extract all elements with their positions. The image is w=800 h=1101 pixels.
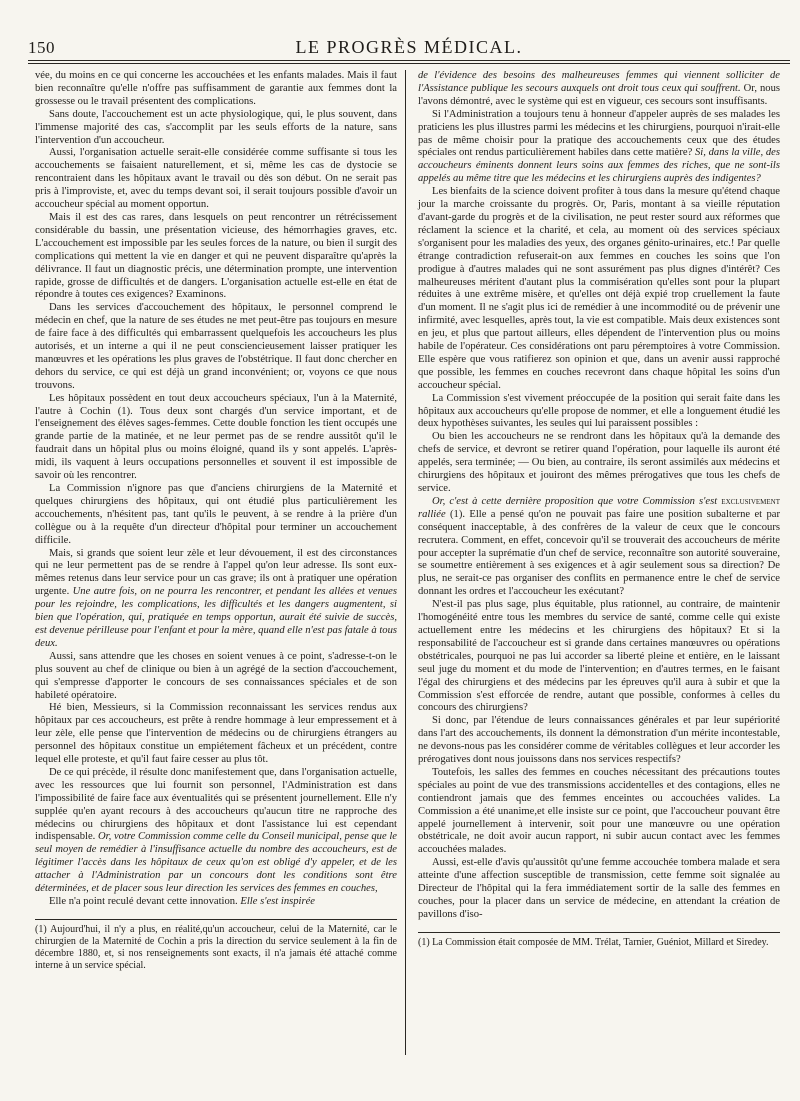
paragraph: Si l'Administration a toujours tenu à honneur d'appeler auprès de ses malades les praticiens les plus illustres parmi les médecins et les chirurgiens, pourquoi n'irait-elle pas de même choisir pour la pratique des accouchements ceux que des études spéciales ont rendus particulièrement habiles dans cette matière? Si, dans la ville, des accoucheurs éminents donnent leurs soins aux femmes des riches, que ne sont-ils appelés au même titre que les médecins et les chirurgiens auprès des indigentes?: [418, 108, 780, 185]
paragraph: Aussi, est-elle d'avis qu'aussitôt qu'une femme accouchée tombera malade et sera atteinte d'une affection susceptible de transmission, cette femme soit signalée au Directeur de l'hôpital qui la fera immédiatement sortir de la salle des femmes en couches, pour la placer dans un service de médecine, en attendant la création de pavillons d'iso-: [418, 857, 780, 920]
footnote-text: (1) La Commission était composée de MM. Trélat, Tarnier, Guéniot, Millard et Siredey.: [418, 936, 769, 948]
paragraph: de l'évidence des besoins des malheureuses femmes qui viennent solliciter de l'Assistance publique les secours auxquels ont droit tous ceux qui souffrent. Or, nous l'avons démontré, avec le système qui est en vigueur, ces secours sont insuffisants.: [418, 70, 780, 107]
journal-title: LE PROGRÈS MÉDICAL.: [295, 37, 523, 57]
paragraph: Mais, si grands que soient leur zèle et leur dévouement, il est des circonstances qui ne leur permettent pas de se rendre à l'appel qu'on leur adresse. Ils sont eux-mêmes retenus dans leur service pour un cas grave; ils ont à pratiquer une opération urgente. Une autre fois, on ne pourra les rencontrer, et pendant les allées et venues pour les rejoindre, les complications, les difficultés et les dangers augmentent, si bien que l'opération, qui, pratiquée en temps opportun, aurait été suivie de succès, est devenue périlleuse pour l'enfant et pour la mère, quand elle n'est pas fatale à tous deux.: [35, 547, 398, 649]
paragraph: Dans les services d'accouchement des hôpitaux, le personnel comprend le médecin en chef, que la nature de ses études ne met peut-être pas toujours en mesure de faire face à des difficultés qui embarrassent quelquefois les accoucheurs les plus autorisés, et un interne a qui il ne peut consciencieusement laisser pratiquer les manœuvres et les opérations les plus graves de l'obstétrique. Il faut donc chercher en dehors du service, ce qui est déjà un grand inconvénient; or, voyons ce que nous trouvons.: [35, 302, 397, 391]
right-footnote: [418, 937, 780, 949]
paragraph: Aussi, l'organisation actuelle serait-elle considérée comme suffisante si tous les accouchements se faisaient naturellement, et si, même les cas de dystocie se rencontraient dans les hôpitaux avant le travail ou dès son début. On ne serait pas pris à l'improviste, et, avec du temps devant soi, il serait toujours possible d'avoir un accoucheur spécial au moment opportun.: [35, 147, 397, 211]
paragraph: Les hôpitaux possèdent en tout deux accoucheurs spéciaux, l'un à la Maternité, l'autre à Cochin (1). Tous deux sont chargés d'un service important, et de l'enseignement des élèves sages-femmes. Cette double fonction les tient occupés une grande partie de la matinée, et ne leur permet pas de se rendre aussitôt qu'il le faudrait dans un hôpital plus ou moins éloigné, quand ils y sont appelés. L'après-midi, ils vaquent à leurs occupations personnelles et souvent il est impossible de savoir où les rencontrer.: [35, 392, 397, 482]
column-divider: [405, 70, 406, 1055]
paragraph: Toutefois, les salles des femmes en couches nécessitant des précautions toutes spéciales au point de vue des transmissions accidentelles et des contagions, elles ne contiendront jamais que des femmes enceintes ou accouchées valides. La Commission a été unanime,et elle insiste sur ce point, que l'accoucheur pouvant être appelé journellement à intervenir, soit pour une manœuvre ou une opération obstétricale, ne doit avoir aucun rapport, ni subir aucun contact avec les femmes accouchées malades.: [418, 766, 780, 856]
left-footnote: [35, 924, 397, 972]
page-header: [28, 34, 790, 61]
paragraph: Mais il est des cas rares, dans lesquels on peut rencontrer un rétrécissement considérable du bassin, une présentation vicieuse, des hémorrhagies graves, etc. L'accouchement est impossible par les seules forces de la nature, ou bien il surgit des complications qui mettent la vie en danger et qui ne peuvent disparaître qu'après la délivrance. Il faut un diagnostic précis, une détermination prompte, une intervention rapide, grosse de difficultés et de dangers. L'organisation actuelle est-elle en état de répondre à toutes ces exigences? Examinons.: [35, 211, 397, 301]
paragraph: Les bienfaits de la science doivent profiter à tous dans la mesure qu'étend chaque jour la marche croissante du progrès. Or, Paris, montant à sa vieille réputation d'avant-garde du progrès et de la civilisation, ne peut rester sourd aux réformes que réclament la science et la charité, et cela, au moment où des services spéciaux s'organisent pour les maladies des yeux, des organes génito-urinaires, etc.! Par quelle étrange contradiction refuserait-on aux femmes en couches les soins que l'on prodigue à d'autres malades qui ne sont assurément pas plus dignes d'intérêt? Ces malheureuses méritent d'autant plus la commisération qu'elles sont pour la plupart réduites à une extrême misère, et qu'elles ont déjà expié trop cruellement la faute d'un moment. Il ne s'agit plus ici de remédier à une incommodité ou de prévenir une infirmité, avec lesquelles, après tout, la vie est compatible. Mais deux existences sont en jeu, et plus que partout ailleurs, elles dépendent de l'intervention plus ou moins habile de l'opérateur. Ces considérations ont paru péremptoires à votre Commission. Elle espère que vous ratifierez son opinion et que, dans un avenir aussi rapproché que possible, les femmes en couches recevront dans chaque hôpital les soins d'un accoucheur spécial.: [418, 186, 780, 391]
paragraph: Hé bien, Messieurs, si la Commission reconnaissant les services rendus aux hôpitaux par ces accoucheurs, est prête à rendre hommage à leur empressement et à leur zèle, elle pense que l'intervention de médecins ou de chirurgiens étrangers au personnel des hôpitaux constitue un empiétement fâcheux et un précédent, contre lequel elle proteste, et qu'il faut faire cesser au plus tôt.: [35, 702, 397, 766]
right-column: [418, 70, 780, 1055]
paragraph: Ou bien les accoucheurs ne se rendront dans les hôpitaux qu'à la demande des chefs de service, et devront se retirer quand l'opération, pour laquelle ils auront été appelés, sera terminée; — Ou bien, au contraire, ils seront assimilés aux médecins et chirurgiens des hôpitaux et jouiront des mêmes prérogatives que tous les chefs de service.: [418, 431, 780, 494]
left-column: [35, 70, 397, 1055]
footnote-text: (1) Aujourd'hui, il n'y a plus, en réalité,qu'un accoucheur, celui de la Maternité, car le chirurgien de la Maternité de Cochin a pris la direction du service seulement à la fin de décembre 1880, et, si nos renseignements sont exacts, il n'a jamais été attaché comme interne à un service spécial.: [35, 923, 397, 971]
left-column-body: [35, 70, 397, 909]
page-number: 150: [28, 38, 55, 57]
paragraph: Sans doute, l'accouchement est un acte physiologique, qui, le plus souvent, dans l'immense majorité des cas, s'accomplit par les seuls efforts de la nature, sans l'intervention d'un accoucheur.: [35, 108, 397, 146]
paragraph: Si donc, par l'étendue de leurs connaissances générales et par leur supériorité dans l'art des accouchements, ils donnent la démonstration d'un mérite incontestable, ne devons-nous pas les considérer comme de véritables collègues et leur accorder les prérogatives dont nous jouissons dans nos services respectifs?: [418, 715, 780, 766]
paragraph: La Commission s'est vivement préoccupée de la position qui serait faite dans les hôpitaux aux accoucheurs qu'elle propose de nommer, et elle a longuement étudié les deux hypothèses suivantes, les seules qui lui paraissent possibles :: [418, 392, 780, 430]
paragraph: Aussi, sans attendre que les choses en soient venues à ce point, s'adresse-t-on le plus souvent au chef de clinique ou bien à un agrégé de la section d'accouchement, qui s'empresse d'apporter le concours de ses connaissances spéciales et de son habileté opératoire.: [35, 650, 397, 701]
paragraph: Or, c'est à cette dernière proposition que votre Commission s'est exclusivement ralliée (1). Elle a pensé qu'on ne pouvait pas faire une position subalterne et par conséquent inacceptable, à des confrères de la valeur de ceux que le concours recrutera. Comment, en effet, concevoir qu'il se trouverait des accoucheurs de mérite pour accepter la suprématie d'un chef de service, reconnaître son autorité souveraine, se soumettre entièrement à ses exigences et à agir seulement sous sa direction? De plus, ne serait-ce pas organiser des conflits en permanence entre le chef de service donnant les ordres et l'accoucheur les exécutant?: [418, 495, 781, 598]
header-double-rule: [28, 63, 790, 64]
paragraph: N'est-il pas plus sage, plus équitable, plus rationnel, au contraire, de maintenir l'homogénéité entre tous les membres du service de santé, comme celle qui existe actuellement entre les médecins et les chirurgiens des hôpitaux? Et si la responsabilité de l'accoucheur est si grande dans certaines manœuvres ou opérations obstétricales, pourquoi ne pas lui accorder sa liberté pleine et entière, en le laissant seul juge du moment et du mode de l'intervention; en d'autres termes, en le faisant l'égal des chirurgiens et des médecins par les épreuves qu'il aura à subir et que la Commission s'est efforcée de rendre, autant que possible, conformes à celles du concours des chirurgiens?: [418, 599, 780, 714]
right-column-body: [418, 70, 780, 922]
paragraph: Elle n'a point reculé devant cette innovation. Elle s'est inspirée: [49, 896, 316, 907]
paragraph: De ce qui précède, il résulte donc manifestement que, dans l'organisation actuelle, avec les ressources que lui fournit son personnel, l'Administration est dans l'impossibilité de faire face aux éventualités qui se présentent journellement. Elle n'y supplée qu'en ayant recours à des accoucheurs qu'aucun titre ne rapproche des médecins ou chirurgiens des hôpitaux et dont l'assistance lui est cependant indispensable. Or, votre Commission comme celle du Conseil municipal, pense que le seul moyen de remédier à l'insuffisance actuelle du nombre des accoucheurs, est de légitimer l'accès dans les hôpitaux de ceux qu'on est obligé d'y appeler, et de les attacher à l'Administration par un concours dont les conditions sont être déterminées, et de placer sous leur direction les services des femmes en couches,: [35, 766, 397, 895]
footnote-rule: [418, 932, 780, 933]
paragraph: vée, du moins en ce qui concerne les accouchées et les enfants malades. Mais il faut bien reconnaître qu'elle n'offre pas suffisamment de garantie aux femmes dont la grossesse ou le travail présentent des complications.: [35, 70, 397, 107]
footnote-rule: [35, 919, 397, 920]
paragraph: La Commission n'ignore pas que d'anciens chirurgiens de la Maternité et quelques chirurgiens des hôpitaux, qui ont étudié plus particulièrement les accouchements, n'hésitent pas, tant qu'ils le peuvent, à se rendre à la prière d'un collègue ou à la requête d'un directeur d'hôpital pour terminer un accouchement difficile.: [35, 483, 397, 546]
